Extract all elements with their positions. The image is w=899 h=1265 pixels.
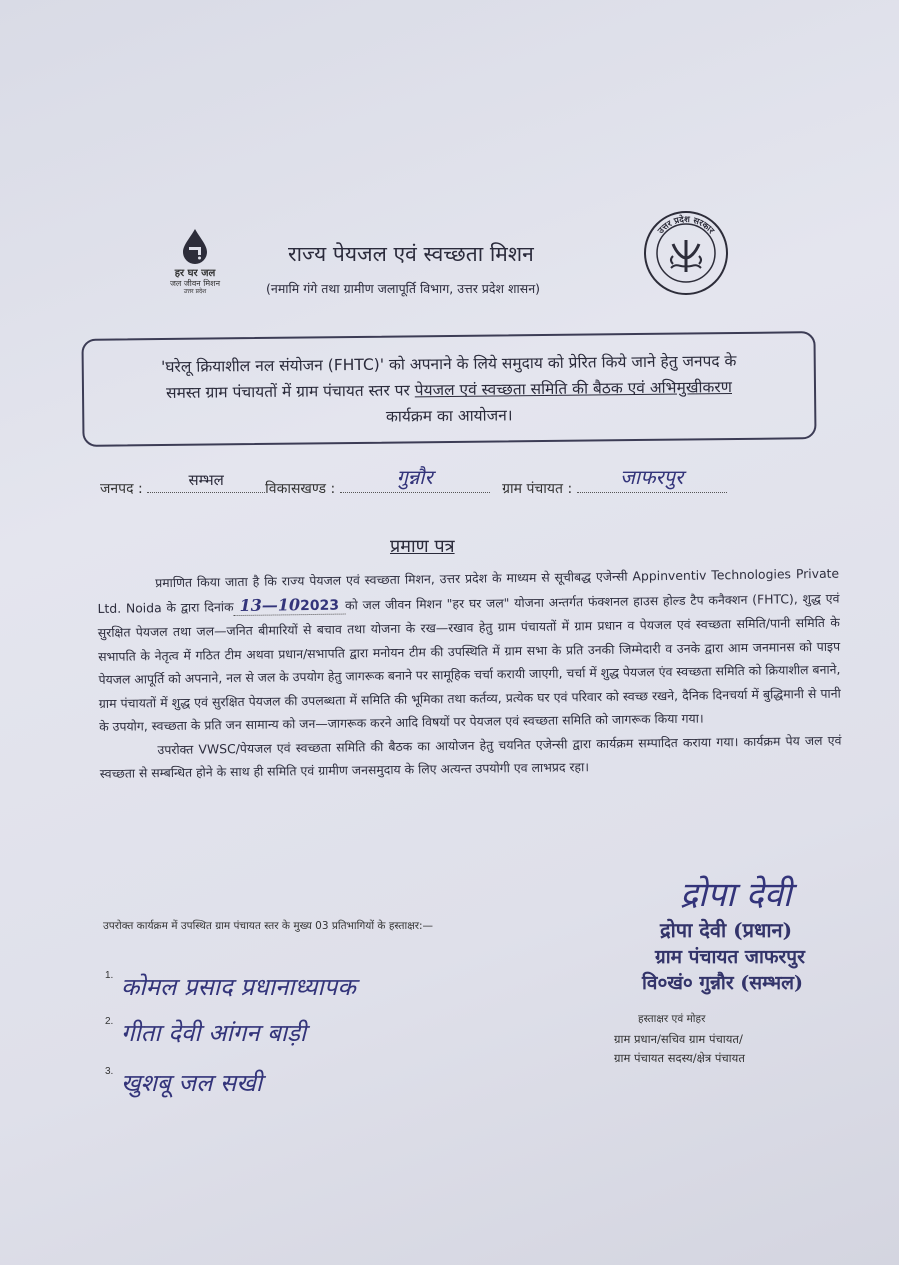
participant-number: 1. [105,970,114,981]
signatory-roles [614,1030,745,1068]
block-value: गुन्नौर [396,465,433,489]
block-field [340,465,490,493]
logo-line3: उत्तर प्रदेश [183,288,207,295]
up-government-seal-icon [643,210,729,296]
location-fields [100,465,830,498]
district-label: जनपद : [100,481,143,497]
participant-sign: खुशबू जल सखी [120,1069,263,1097]
participants-note: उपरोक्त कार्यक्रम में उपस्थित ग्राम पंचायत स्तर के मुख्य 03 प्रतिभागियों के हस्ताक्षर:— [103,920,434,932]
logo-line1: हर घर जल [174,268,216,279]
date-handwritten: 13—10 [239,594,301,615]
org-subtitle: (नमामि गंगे तथा ग्रामीण जलापूर्ति विभाग, उत्तर प्रदेश शासन) [266,281,541,296]
district-value: सम्भल [188,471,224,489]
water-drop-tap-icon [180,228,210,264]
participant-sign: गीता देवी आंगन बाड़ी [120,1019,307,1047]
signature-and-seal-label: हस्ताक्षर एवं मोहर [638,1013,706,1025]
program-line3: कार्यक्रम का आयोजन। [385,406,513,426]
program-line2-underlined: पेयजल एवं स्वच्छता समिति की बैठक एवं अभिमुखीकरण [414,378,733,400]
logo-line2: जल जीवन मिशन [169,279,221,288]
stamp-line-2: ग्राम पंचायत जाफरपुर [655,946,805,968]
pradhan-signature-block [600,870,890,995]
roles-line-2: ग्राम पंचायत सदस्य/क्षेत्र पंचायत [614,1051,745,1065]
block-label: विकासखण्ड : [265,481,336,497]
participant-signature-1 [105,970,356,1003]
participant-signature-2 [105,1016,306,1049]
para1-part-a: प्रमाणित किया जाता है कि राज्य पेयजल एवं स्वच्छता मिशन, उत्तर प्रदेश के माध्यम से सूचीबद्ध एजेन्सी Appinventiv Technologies Private Ltd. Noida के द्वारा दिनांक [97,565,840,616]
panchayat-field [577,465,727,493]
certificate-paragraph-2: उपरोक्त VWSC/पेयजल एवं स्वच्छता समिति की बैठक का आयोजन हेतु चयनित एजेन्सी द्वारा कार्यक्रम सम्पादित कराया गया। कार्यक्रम पेय जल एवं स्वच्छता से सम्बन्धित होने के साथ ही समिति एवं ग्रामीण जनसमुदाय के लिए अत्यन्त उपयोगी एव लाभप्रद रहा। [99,732,842,781]
certificate-paragraph-1 [97,562,841,739]
org-title: राज्य पेयजल एवं स्वच्छता मिशन [288,242,534,266]
panchayat-label: ग्राम पंचायत : [502,481,573,497]
seal-text: उत्तर प्रदेश सरकार [656,214,716,237]
date-printed: 2023 [300,597,340,614]
certificate-title: प्रमाण पत्र [390,536,455,557]
program-title-box [81,331,816,447]
certificate-body [97,562,842,786]
pradhan-handwritten-signature: द्रोपा देवी [680,875,792,915]
har-ghar-jal-logo [160,228,230,295]
stamp-line-1: द्रोपा देवी (प्रधान) [660,918,793,942]
district-field [147,471,265,493]
para1-part-b: को जल जीवन मिशन "हर घर जल" योजना अन्तर्गत फंक्शनल हाउस होल्ड टैप कनैक्शन (FHTC), शुद्ध एवं सुरक्षित पेयजल तथा जल—जनित बीमारियों से बचाव तथा योजना के रख—रखाव हेतु ग्राम पंचायतों में ग्राम प्रधान व पेयजल एवं स्वच्छता समिति/पानी समिति के सभापति के नेतृत्व में गठित टीम अथवा प्रधान/सभापति द्वारा मनोयन टीम की उपस्थिति में ग्राम सभा के प्रति उनकी जिम्मेदारी व उनके द्वारा आम जनमानस को पाइप पेयजल आपूर्ति को अपनाने, नल से जल के उपयोग हेतु जागरूक बनाने पर सामूहिक चर्चा करायी जाएगी, चर्चा में शुद्ध पेयजल एंव स्वच्छता समिति को क्रियाशील बनाने, ग्राम पंचायतों में शुद्ध एवं सुरक्षित पेयजल की उपलब्धता में समिति की भूमिका तथा कर्तव्य, प्रत्येक घर एवं परिवार को स्वच्छ रखने, दैनिक दिनचर्या में बुद्धिमानी से पानी के उपयोग, स्वच्छता के प्रति जन सामान्य को जन—जागरूक करने आदि विषयों पर पेयजल एवं स्वच्छता समिति को जागरूक किया गया। [97,590,841,734]
participant-number: 3. [105,1066,114,1077]
participant-number: 2. [105,1016,114,1027]
roles-line-1: ग्राम प्रधान/सचिव ग्राम पंचायत/ [614,1032,743,1046]
participant-sign: कोमल प्रसाद प्रधानाध्यापक [120,973,356,1001]
program-line1: 'घरेलू क्रियाशील नल संयोजन (FHTC)' को अपनाने के लिये समुदाय को प्रेरित किये जाने हेतु जनपद के [160,351,737,377]
stamp-line-3: वि०खं० गुन्नौर (सम्भल) [642,972,803,994]
certificate-date [233,594,345,616]
program-line2-text: समस्त ग्राम पंचायतों में ग्राम पंचायत स्तर पर [165,381,415,402]
participant-signature-3 [105,1066,262,1099]
panchayat-value: जाफरपुर [620,465,684,489]
